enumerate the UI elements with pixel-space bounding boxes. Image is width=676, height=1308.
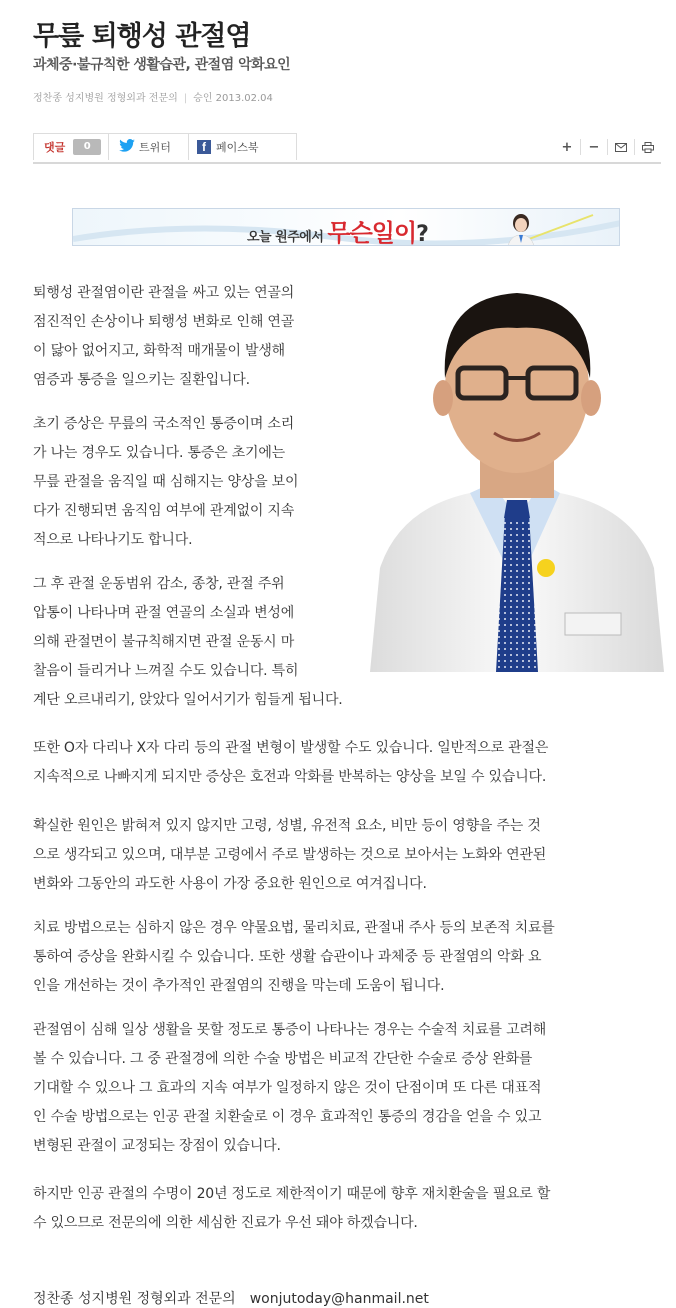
paragraph-line: 볼 수 있습니다. 그 중 관절경에 의한 수술 방법은 비교적 간단한 수술로 증상 완화를 xyxy=(33,1051,533,1067)
article-paragraph xyxy=(33,570,343,715)
article-paragraph xyxy=(33,410,298,555)
banner-person-image xyxy=(501,211,541,246)
paragraph-line: 하지만 인공 관절의 수명이 20년 정도로 제한적이기 때문에 향후 재치환술을 필요로 할 xyxy=(33,1186,551,1202)
share-bar xyxy=(33,133,661,164)
article-tools xyxy=(554,139,661,155)
paragraph-line: 변형된 관절이 교정되는 장점이 있습니다. xyxy=(33,1138,281,1154)
banner-prefix: 오늘 xyxy=(247,230,276,245)
paragraph-line: 찰음이 들리거나 느껴질 수도 있습니다. 특히 xyxy=(33,663,299,679)
article-paragraph xyxy=(33,279,294,395)
paragraph-line: 또한 O자 다리나 X자 다리 등의 관절 변형이 발생할 수도 있습니다. 일반적으로 관절은 xyxy=(33,740,549,756)
paragraph-line: 가 나는 경우도 있습니다. 통증은 초기에는 xyxy=(33,445,286,461)
font-decrease-icon[interactable]: − xyxy=(580,139,607,155)
paragraph-line: 인 수술 방법으로는 인공 관절 치환술로 이 경우 효과적인 통증의 경감을 얻을 수 있고 xyxy=(33,1109,542,1125)
comment-button[interactable] xyxy=(33,133,109,160)
print-icon[interactable] xyxy=(634,139,661,155)
paragraph-line: 통하여 증상을 완화시킬 수 있습니다. 또한 생활 습관이나 과체중 등 관절염의 악화 요 xyxy=(33,949,542,965)
paragraph-line: 그 후 관절 운동범위 감소, 종창, 관절 주위 xyxy=(33,576,285,592)
paragraph-line: 기대할 수 있으나 그 효과의 지속 여부가 일정하지 않은 것이 단점이며 또 다른 대표적 xyxy=(33,1080,542,1096)
paragraph-line: 압통이 나타나며 관절 연골의 소실과 변성에 xyxy=(33,605,295,621)
paragraph-line: 적으로 나타나기도 합니다. xyxy=(33,532,193,548)
banner-suffix: 에서 xyxy=(299,230,324,245)
twitter-bird-icon xyxy=(119,139,135,155)
article-paragraph xyxy=(33,1016,546,1161)
byline xyxy=(33,89,273,104)
article-paragraph xyxy=(33,914,555,1001)
banner-text xyxy=(247,213,428,246)
paragraph-line: 계단 오르내리기, 앉았다 일어서기가 힘들게 됩니다. xyxy=(33,692,343,708)
facebook-share-button[interactable] xyxy=(189,133,297,160)
paragraph-line: 지속적으로 나빠지게 되지만 증상은 호전과 악화를 반복하는 양상을 보일 수 있습니다. xyxy=(33,769,547,785)
byline-separator: | xyxy=(183,93,188,104)
footer-email[interactable]: wonjutoday@hanmail.net xyxy=(249,1291,429,1307)
paragraph-line: 으로 생각되고 있으며, 대부분 고령에서 주로 발생하는 것으로 보아서는 노화와 연관된 xyxy=(33,847,547,863)
facebook-logo-icon: f xyxy=(197,140,211,154)
article-paragraph xyxy=(33,812,546,899)
article-title: 무릎 퇴행성 관절염 xyxy=(33,21,251,52)
doctor-photo xyxy=(370,268,664,672)
paragraph-line: 무릎 관절을 움직일 때 심해지는 양상을 보이 xyxy=(33,474,299,490)
twitter-share-button[interactable] xyxy=(109,133,189,160)
paragraph-line: 초기 증상은 무릎의 국소적인 통증이며 소리 xyxy=(33,416,295,432)
paragraph-line: 점진적인 손상이나 퇴행성 변화로 인해 연골 xyxy=(33,314,295,330)
font-increase-icon[interactable]: + xyxy=(561,139,573,155)
paragraph-line: 이 닳아 없어지고, 화학적 매개물이 발생해 xyxy=(33,343,286,359)
footer-author: 정찬종 성지병원 정형외과 전문의 xyxy=(33,1291,236,1307)
banner-place: 원주 xyxy=(275,230,300,245)
paragraph-line: 퇴행성 관절염이란 관절을 싸고 있는 연골의 xyxy=(33,285,295,301)
twitter-label: 트위터 xyxy=(139,141,171,154)
paragraph-line: 의해 관절면이 불규칙해지면 관절 운동시 마 xyxy=(33,634,295,650)
facebook-label: 페이스북 xyxy=(216,141,259,154)
paragraph-line: 관절염이 심해 일상 생활을 못할 정도로 통증이 나타나는 경우는 수술적 치료를 고려해 xyxy=(33,1022,547,1038)
paragraph-line: 치료 방법으로는 심하지 않은 경우 약물요법, 물리치료, 관절내 주사 등의 보존적 치료를 xyxy=(33,920,555,936)
banner-highlight: 무슨일이 xyxy=(327,219,417,246)
paragraph-line: 변화와 그동안의 과도한 사용이 가장 중요한 원인으로 여겨집니다. xyxy=(33,876,427,892)
article-footer xyxy=(33,1288,429,1308)
email-icon[interactable] xyxy=(607,139,634,155)
byline-author: 정찬종 성지병원 정형외과 전문의 xyxy=(33,93,178,104)
paragraph-line: 염증과 통증을 일으키는 질환입니다. xyxy=(33,372,250,388)
article-paragraph xyxy=(33,734,548,792)
paragraph-line: 다가 진행되면 움직임 여부에 관계없이 지속 xyxy=(33,503,295,519)
paragraph-line: 인을 개선하는 것이 추가적인 관절염의 진행을 막는데 도움이 됩니다. xyxy=(33,978,445,994)
comment-count-badge: 0 xyxy=(73,139,101,155)
banner-question-mark: ? xyxy=(416,222,429,246)
article-subtitle: 과체중·불규칙한 생활습관, 관절염 악화요인 xyxy=(33,57,291,73)
comment-label: 댓글 xyxy=(44,141,66,154)
article-paragraph xyxy=(33,1180,550,1238)
ad-banner[interactable] xyxy=(72,208,620,246)
paragraph-line: 수 있으므로 전문의에 의한 세심한 진료가 우선 돼야 하겠습니다. xyxy=(33,1215,418,1231)
byline-approved: 승인 2013.02.04 xyxy=(193,93,273,104)
paragraph-line: 확실한 원인은 밝혀져 있지 않지만 고령, 성별, 유전적 요소, 비만 등이 영향을 주는 것 xyxy=(33,818,541,834)
